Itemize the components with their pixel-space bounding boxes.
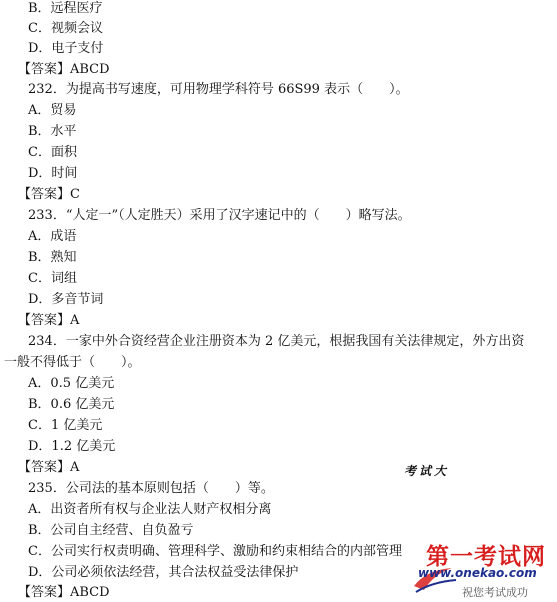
option-line: D．电子支付	[28, 41, 104, 56]
option-line: D．1.2 亿美元	[28, 439, 116, 454]
option-line: C．面积	[28, 145, 77, 160]
question-line: 232．为提高书写速度，可用物理学科符号 66S99 表示（ ）。	[28, 82, 409, 97]
option-line: B．水平	[28, 124, 77, 139]
question-line: 234．一家中外合资经营企业注册资本为 2 亿美元，根据我国有关法律规定，外方出资	[28, 334, 525, 349]
question-line: 233．“人定一”（人定胜天）采用了汉字速记中的（ ）略写法。	[28, 208, 411, 223]
option-line: D．多音节词	[28, 292, 104, 307]
answer-line: 【答案】A	[18, 460, 80, 475]
option-line: C．1 亿美元	[28, 418, 103, 433]
onekao-logo	[412, 538, 554, 600]
option-line: C．视频会议	[28, 21, 103, 36]
option-line: D．公司必须依法经营，其合法权益受法律保护	[28, 565, 299, 580]
answer-line: 【答案】A	[18, 313, 80, 328]
option-line: C．词组	[28, 271, 77, 286]
answer-line: 【答案】ABCD	[18, 585, 110, 600]
question-line: 235．公司法的基本原则包括（ ）等。	[28, 481, 274, 496]
logo-slogan: 祝您考试成功	[462, 586, 528, 599]
question-continuation: 一般不得低于（ ）。	[4, 355, 141, 370]
option-line: A．出资者所有权与企业法人财产权相分离	[28, 502, 272, 517]
option-line: B．熟知	[28, 250, 77, 265]
option-line: B．公司自主经营、自负盈亏	[28, 523, 194, 538]
option-line: A．0.5 亿美元	[28, 376, 115, 391]
answer-line: 【答案】C	[18, 187, 80, 202]
option-line: A．成语	[28, 229, 77, 244]
option-line: B．0.6 亿美元	[28, 397, 115, 412]
option-line: B．远程医疗	[28, 1, 103, 16]
option-line: C．公司实行权责明确、管理科学、激励和约束相结合的内部管理	[28, 544, 402, 559]
logo-url: www.onekao.com	[418, 566, 537, 580]
kaoshida-watermark: 考试大	[404, 464, 450, 478]
logo-title: 第一考试网	[426, 544, 546, 570]
option-line: D．时间	[28, 166, 78, 181]
answer-line: 【答案】ABCD	[18, 62, 110, 77]
option-line: A．贸易	[28, 103, 77, 118]
